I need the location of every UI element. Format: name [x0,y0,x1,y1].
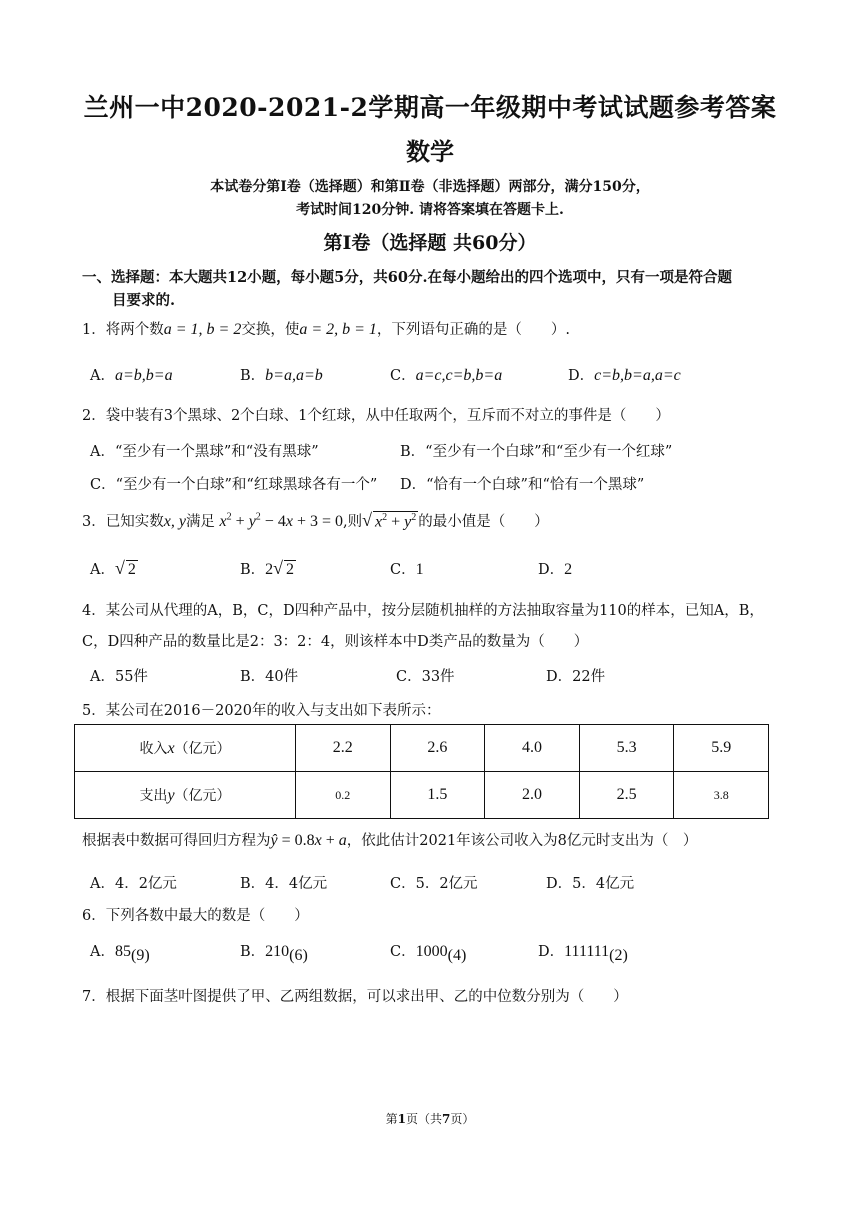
question-4-line-2: C，D四种产品的数量比是2：3：2：4，则该样本中D类产品的数量为（ ） [82,634,589,650]
q3-option-a: A．√ 2 [90,558,136,578]
income-expense-table [74,724,769,819]
question-7: 7．根据下面茎叶图提供了甲、乙两组数据，可以求出甲、乙的中位数分别为（ ） [82,989,628,1005]
q4-option-d: D．22件 [546,669,606,685]
table-cell: 2.2 [296,725,391,772]
q1-option-a: A．a=b,b=a [90,367,173,384]
section-title: 第Ⅰ卷（选择题 共60分） [323,232,537,254]
table-cell: 2.5 [579,772,674,819]
q1-option-c: C．a=c,c=b,b=a [390,367,503,384]
q3-option-d: D．2 [538,561,573,578]
q4-option-c: C．33件 [396,669,455,685]
q1-option-d: D．c=b,b=a,a=c [568,367,681,384]
equation-circle: $x^2 + y^2 - 4x + 3 = 0$ [219,511,343,530]
q6-option-c: C．$1000_{(4)}$ [390,943,467,964]
q6-option-b: B．$210_{(6)}$ [240,943,308,964]
question-1: 1．将两个数a = 1, b = 2交换，使a = 2, b = 1，下列语句正确的是（ ）. [82,321,571,338]
subject-title: 数学 [406,137,454,166]
table-cell: 5.3 [579,725,674,772]
q2-option-a: A．“至少有一个黑球”和“没有黑球” [90,444,319,460]
q3-option-b: B．2√ 2 [240,558,295,578]
table-row-header: 支出y（亿元） [75,772,296,819]
question-6: 6．下列各数中最大的数是（ ） [82,908,309,924]
question-2: 2．袋中装有3个黑球、2个白球、1个红球，从中任取两个，互斥而不对立的事件是（ ） [82,408,670,424]
table-cell: 4.0 [485,725,580,772]
q3-option-c: C．1 [390,561,424,578]
document-title: 兰州一中2020-2021-2学期高一年级期中考试试题参考答案 [83,93,777,122]
q2-option-b: B．“至少有一个白球”和“至少有一个红球” [400,444,673,460]
q5-option-a: A．4．2亿元 [90,876,177,892]
question-5-regression: 根据表中数据可得回归方程为ŷ = 0.8x + a，依此估计2021年该公司收入为8亿元时支出为（ ） [82,832,698,849]
table-row [75,772,769,819]
q5-option-b: B．4．4亿元 [240,876,328,892]
q6-option-d: D．$111111_{(2)}$ [538,943,628,964]
q2-option-d: D．“恰有一个白球”和“恰有一个黑球” [400,477,645,493]
q4-option-b: B．40件 [240,669,299,685]
table-cell: 1.5 [390,772,485,819]
table-cell: 3.8 [674,772,769,819]
table-cell: 2.6 [390,725,485,772]
table-cell: 2.0 [485,772,580,819]
exam-note-line-1: 本试卷分第Ⅰ卷（选择题）和第Ⅱ卷（非选择题）两部分，满分150分， [210,179,650,195]
q5-option-d: D．5．4亿元 [546,876,635,892]
table-row-header: 收入x（亿元） [75,725,296,772]
q5-option-c: C．5．2亿元 [390,876,478,892]
table-cell: 0.2 [296,772,391,819]
table-row [75,725,769,772]
part-heading: 一、选择题：本大题共12小题，每小题5分，共60分.在每小题给出的四个选项中，只有一项是符合题 [82,269,732,286]
question-5: 5．某公司在2016－2020年的收入与支出如下表所示： [82,703,441,719]
exam-note-line-2: 考试时间120分钟. 请将答案填在答题卡上. [296,202,564,218]
regression-equation: ŷ = 0.8x + a [270,832,347,849]
q6-option-a: A．$85_{(9)}$ [90,943,150,964]
q1-option-b: B．b=a,a=b [240,367,323,384]
table-cell: 5.9 [674,725,769,772]
sqrt-expression: √ $x^2 + y^2$ [362,510,417,530]
part-heading-continued: 目要求的. [112,292,176,309]
q4-option-a: A．55件 [90,669,148,685]
question-3: 3．已知实数x, y满足 $x^2 + y^2 - 4x + 3 = 0$,则√ $x^2 + y^2$ 的最小值是（ ） [82,510,549,530]
page-footer: 第1页（共7页） [385,1112,475,1126]
question-4-line-1: 4．某公司从代理的A，B，C，D四种产品中，按分层随机抽样的方法抽取容量为110的样本，已知A，B， [82,603,764,619]
q2-option-c: C．“至少有一个白球”和“红球黑球各有一个” [90,477,378,493]
